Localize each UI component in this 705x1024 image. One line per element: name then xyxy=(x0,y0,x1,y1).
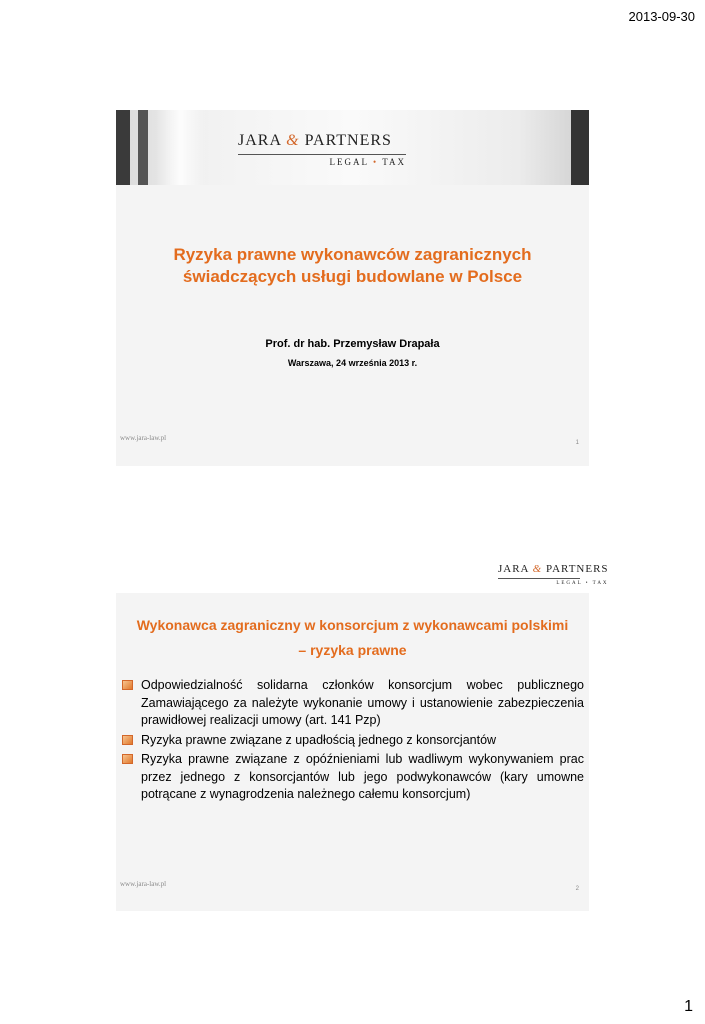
slide-url: www.jara-law.pl xyxy=(120,880,167,888)
company-logo: JARA & PARTNERS LEGAL • TAX xyxy=(498,563,609,586)
company-logo: JARA & PARTNERS LEGAL • TAX xyxy=(238,132,406,167)
list-item: Odpowiedzialność solidarna członków konsorcjum wobec publicznego Zamawiającego za należyte wykonanie umowy i ustanowienie zabezpieczenia prawidłowej realizacji umowy (art. 141 Pzp) xyxy=(122,677,584,730)
list-item: Ryzyka prawne związane z upadłością jednego z konsorcjantów xyxy=(122,732,584,750)
checkbox-bullet-icon xyxy=(122,680,133,690)
slide-number: 2 xyxy=(575,886,579,892)
checkbox-bullet-icon xyxy=(122,735,133,745)
slide-title: Wykonawca zagraniczny w konsorcjum z wykonawcami polskimi – ryzyka prawne xyxy=(136,617,569,658)
checkbox-bullet-icon xyxy=(122,754,133,764)
slide-2 xyxy=(116,545,609,911)
venue-date: Warszawa, 24 września 2013 r. xyxy=(287,358,418,368)
author: Prof. dr hab. Przemysław Drapała xyxy=(265,338,440,350)
slide-header-image xyxy=(116,110,589,185)
page-date: 2013-09-30 xyxy=(628,9,695,24)
page-number: 1 xyxy=(684,998,693,1015)
slide-title: Ryzyka prawne wykonawców zagranicznych świadczących usługi budowlane w Polsce xyxy=(173,245,532,286)
list-item: Ryzyka prawne związane z opóźnieniami lub wadliwym wykonywaniem prac przez jednego z konsorcjantów lub jego podwykonawców (kary umowne potrącane z wynagrodzenia należnego całemu konsorcjum) xyxy=(122,751,584,804)
slide-number: 1 xyxy=(575,440,579,446)
slide-1 xyxy=(116,110,589,466)
slide-url: www.jara-law.pl xyxy=(120,434,167,442)
bullet-list xyxy=(122,677,584,806)
